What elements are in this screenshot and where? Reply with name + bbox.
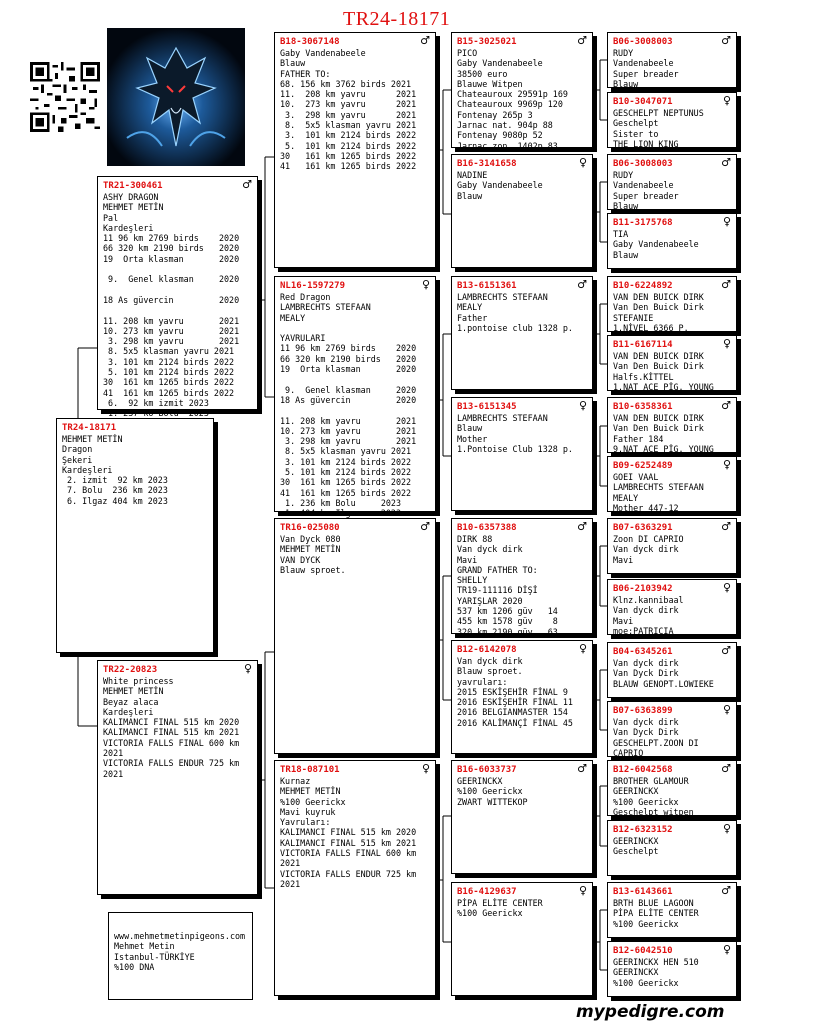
female-icon: ♀: [421, 278, 430, 291]
ancestor-card[interactable]: [607, 820, 737, 876]
male-icon: ♂: [420, 520, 430, 533]
female-icon: ♀: [578, 884, 587, 897]
ring-number: B10-6224892: [613, 281, 673, 291]
ring-number: B16-4129637: [457, 887, 517, 897]
ancestor-card[interactable]: [607, 701, 737, 757]
female-icon: ♀: [578, 399, 587, 412]
ancestor-card[interactable]: [607, 579, 737, 635]
ring-number: TR22-20823: [103, 665, 158, 675]
grandparent-card[interactable]: [274, 276, 436, 519]
ancestor-card[interactable]: [607, 213, 737, 269]
ancestor-card[interactable]: [607, 397, 737, 453]
female-icon: ♀: [722, 703, 731, 716]
pigeon-details: Red Dragon LAMBRECHTS STEFAAN MEALY YAVRULARI 11 96 km 2769 birds 2020 66 320 km 2190 birds 2020 19 Orta klasman 2020 9. Genel klasman 2020 18 As güvercin 2020 11. 208 km yavru 2021 10. 273 km yavru 2021 3. 298 km yavru 2021 8. 5x5 klasman yavru 2021 3. 101 km 2124 birds 2022 5. 101 km 2124 birds 2022 30 161 km 1265 birds 2022 41 161 km 1265 birds 2022 1. 236 km Bolu 2023 1. 404 km Ilgaz 2023: [280, 292, 417, 519]
pigeon-details: Van dyck dirk Van Dyck Dirk GESCHELPT.ZOON DI CAPRIO: [613, 717, 699, 758]
pigeon-details: Gaby Vandenabeele Blauw FATHER TO: 68. 156 km 3762 birds 2021 11. 208 km yavru 2021 10. 273 km yavru 2021 3. 298 km yavru 2021 8. 5x5 klasman yavru 2021 3. 101 km 2124 birds 2022 5. 101 km 2124 birds 2022 30 161 km 1265 birds 2022 41 161 km 1265 birds 2022: [280, 48, 417, 172]
ring-number: B07-6363291: [613, 523, 673, 533]
ring-number: TR18-087101: [280, 765, 340, 775]
ancestor-card[interactable]: [607, 154, 737, 210]
pigeon-details: BRTH BLUE LAGOON PİPA ELİTE CENTER %100 Geerickx: [613, 898, 699, 929]
breeder-details: www.mehmetmetinpigeons.com Mehmet Metin Istanbul-TÜRKİYE %100 DNA: [114, 931, 246, 972]
ring-number: TR21-300461: [103, 181, 163, 191]
male-icon: ♂: [577, 34, 587, 47]
ring-number: B06-3008003: [613, 37, 673, 47]
male-icon: ♂: [721, 884, 731, 897]
pigeon-details: TIA Gaby Vandenabeele Blauw: [613, 229, 699, 260]
female-icon: ♀: [421, 762, 430, 775]
female-icon: ♀: [578, 642, 587, 655]
ancestor-card[interactable]: [607, 92, 737, 148]
ring-number: B10-6358361: [613, 402, 673, 412]
pigeon-details: Van Dyck 080 MEHMET METİN VAN DYCK Blauw sproet.: [280, 534, 346, 575]
ring-number: B06-3008003: [613, 159, 673, 169]
ring-number: B16-3141658: [457, 159, 517, 169]
male-icon: ♂: [577, 278, 587, 291]
great-grandparent-card[interactable]: [451, 154, 593, 268]
pigeon-details: RUDY Vandenabeele Super breader Blauw: [613, 170, 679, 211]
great-grandparent-card[interactable]: [451, 276, 593, 390]
great-grandparent-card[interactable]: [451, 518, 593, 637]
male-icon: ♂: [242, 178, 252, 191]
pigeon-details: White princess MEHMET METİN Beyaz alaca Kardeşleri KALIMANCI FINAL 515 km 2020 KALIMANCI FINAL 515 km 2021 VICTORIA FALLS FINAL 600 km 2021 VICTORIA FALLS ENDUR 725 km 2021: [103, 676, 240, 779]
ring-number: B12-6042568: [613, 765, 673, 775]
ancestor-card[interactable]: [607, 276, 737, 332]
male-icon: ♂: [721, 156, 731, 169]
pigeon-details: Klnz.kannibaal Van dyck dirk Mavi moe:PATRICIA: [613, 595, 684, 636]
ring-number: NL16-1597279: [280, 281, 346, 291]
pedigree-title: TR24-18171: [343, 8, 451, 30]
pigeon-details: VAN DEN BUICK DIRK Van Den Buick Dirk Halfs.KİTTEL 1.NAT ACE PİG. YOUNG: [613, 351, 714, 392]
pigeon-details: Van dyck dirk Blauw sproet. yavruları: 2015 ESKİŞEHİR FİNAL 9 2016 ESKİŞEHİR FİNAL 11 2016 BELGIANMASTER 154 2016 KALİMANÇİ FİNAL 45: [457, 656, 573, 728]
ancestor-card[interactable]: [607, 642, 737, 698]
pigeon-details: Zoon DI CAPRIO Van dyck dirk Mavi: [613, 534, 684, 565]
breeder-info-card: [108, 912, 253, 1000]
female-icon: ♀: [578, 156, 587, 169]
ring-number: B12-6323152: [613, 825, 673, 835]
ring-number: B10-6357388: [457, 523, 517, 533]
pigeon-details: NADINE Gaby Vandenabeele Blauw: [457, 170, 543, 201]
ring-number: B11-6167114: [613, 340, 673, 350]
female-icon: ♀: [722, 458, 731, 471]
pigeon-details: GEERINCKX Geschelpt: [613, 836, 659, 857]
dragon-photo: [107, 28, 245, 166]
ring-number: B10-3047071: [613, 97, 673, 107]
ring-number: B12-6142078: [457, 645, 517, 655]
pigeon-details: Van dyck dirk Van Dyck Dirk BLAUW GENOPT.LOWIEKE: [613, 658, 714, 689]
female-icon: ♀: [243, 662, 252, 675]
ring-number: B13-6151345: [457, 402, 517, 412]
male-icon: ♂: [577, 520, 587, 533]
dam-card[interactable]: [97, 660, 258, 895]
ring-number: B16-6033737: [457, 765, 517, 775]
ring-number: TR24-18171: [62, 423, 117, 433]
ring-number: B18-3067148: [280, 37, 340, 47]
ring-number: B04-6345261: [613, 647, 673, 657]
male-icon: ♂: [721, 278, 731, 291]
pigeon-details: VAN DEN BUICK DIRK Van Den Buick Dirk Father 184 9.NAT ACE PİG. YOUNG: [613, 413, 714, 454]
ancestor-card[interactable]: [607, 32, 737, 88]
pigeon-details: Kurnaz MEHMET METİN %100 Geerickx Mavi kuyruk Yavruları: KALIMANCI FINAL 515 km 2020 KALIMANCI FINAL 515 km 2021 VICTORIA FALLS FINAL 600 km 2021 VICTORIA FALLS ENDUR 725 km 2021: [280, 776, 417, 889]
pigeon-details: LAMBRECHTS STEFAAN MEALY Father 1.pontoise club 1328 p.: [457, 292, 573, 333]
sire-card[interactable]: [97, 176, 258, 419]
grandparent-card[interactable]: [274, 760, 436, 996]
pigeon-details: GOEI VAAL LAMBRECHTS STEFAAN MEALY Mother 447-12: [613, 472, 704, 513]
ring-number: B11-3175768: [613, 218, 673, 228]
ancestor-card[interactable]: [607, 760, 737, 816]
male-icon: ♂: [420, 34, 430, 47]
pigeon-details: GEERINCKX %100 Geerickx ZWART WITTEKOP: [457, 776, 528, 807]
ancestor-card[interactable]: [607, 335, 737, 391]
ring-number: B07-6363899: [613, 706, 673, 716]
ancestor-card[interactable]: [607, 518, 737, 574]
pigeon-details: DIRK 88 Van dyck dirk Mavi GRAND FATHER TO: SHELLY TR19-111116 DİŞİ YARIŞLAR 2020 537 km 1206 güv 14 455 km 1578 güv 8 320 km 2190 güv 63: [457, 534, 558, 637]
great-grandparent-card[interactable]: [451, 882, 593, 996]
male-icon: ♂: [721, 762, 731, 775]
ring-number: B12-6042510: [613, 946, 673, 956]
great-grandparent-card[interactable]: [451, 640, 593, 754]
ring-number: B13-6151361: [457, 281, 517, 291]
ring-number: TR16-025080: [280, 523, 340, 533]
pigeon-details: BROTHER GLAMOUR GEERINCKX %100 Geerickx Geschelpt witpen: [613, 776, 694, 817]
pigeon-details: GEERINCKX HEN 510 GEERINCKX %100 Geerickx: [613, 957, 699, 988]
pigeon-details: PİPA ELİTE CENTER %100 Geerickx: [457, 898, 543, 919]
pigeon-details: ASHY DRAGON MEHMET METİN Pal Kardeşleri 11 96 km 2769 birds 2020 66 320 km 2190 birds 2020 19 Orta klasman 2020 9. Genel klasman 2020 18 As güvercin 2020 11. 208 km yavru 2021 10. 273 km yavru 2021 3. 298 km yavru 2021 8. 5x5 klasman yavru 2021 3. 101 km 2124 birds 2022 5. 101 km 2124 birds 2022 30 161 km 1265 birds 2022 41 161 km 1265 birds 2022 6. 92 km izmit 2023 1. 237 kö Bolu 2023: [103, 192, 240, 419]
female-icon: ♀: [722, 337, 731, 350]
ring-number: B09-6252489: [613, 461, 673, 471]
pigeon-details: RUDY Vandenabeele Super breader Blauw: [613, 48, 679, 89]
female-icon: ♀: [722, 943, 731, 956]
pigeon-details: MEHMET METİN Dragon Şekeri Kardeşleri 2. izmit 92 km 2023 7. Bolu 236 km 2023 6. Ilgaz 404 km 2023: [62, 434, 168, 506]
qr-code[interactable]: [30, 62, 100, 132]
pigeon-details: PICO Gaby Vandenabeele 38500 euro Blauwe Witpen Chateauroux 29591p 169 Chateauroux 9969p 120 Fontenay 265p 3 Jarnac nat. 904p 88 Fontenay 9080p 52 Jarnac zon. 1402p 83: [457, 48, 568, 151]
great-grandparent-card[interactable]: [451, 32, 593, 151]
great-grandparent-card[interactable]: [451, 760, 593, 874]
pigeon-details: GESCHELPT NEPTUNUS Geschelpt Sister to THE LION KING: [613, 108, 704, 149]
ring-number: B06-2103942: [613, 584, 673, 594]
male-icon: ♂: [721, 520, 731, 533]
female-icon: ♀: [722, 215, 731, 228]
female-icon: ♀: [722, 94, 731, 107]
pigeon-details: VAN DEN BUICK DIRK Van Den Buick Dirk STEFANIE 1.NİVEL 6366 P.: [613, 292, 704, 333]
ring-number: B13-6143661: [613, 887, 673, 897]
brand-logo-text[interactable]: mypedigre.com: [576, 1002, 725, 1022]
ring-number: B15-3025021: [457, 37, 517, 47]
male-icon: ♂: [721, 644, 731, 657]
great-grandparent-card[interactable]: [451, 397, 593, 511]
male-icon: ♂: [721, 34, 731, 47]
ancestor-card[interactable]: [607, 941, 737, 997]
male-icon: ♂: [577, 762, 587, 775]
female-icon: ♀: [722, 822, 731, 835]
female-icon: ♀: [722, 581, 731, 594]
grandparent-card[interactable]: [274, 32, 436, 268]
grandparent-card[interactable]: [274, 518, 436, 754]
pigeon-details: LAMBRECHTS STEFAAN Blauw Mother 1.Pontoise Club 1328 p.: [457, 413, 573, 454]
subject-card[interactable]: [56, 418, 214, 653]
ancestor-card[interactable]: [607, 882, 737, 938]
male-icon: ♂: [721, 399, 731, 412]
ancestor-card[interactable]: [607, 456, 737, 512]
